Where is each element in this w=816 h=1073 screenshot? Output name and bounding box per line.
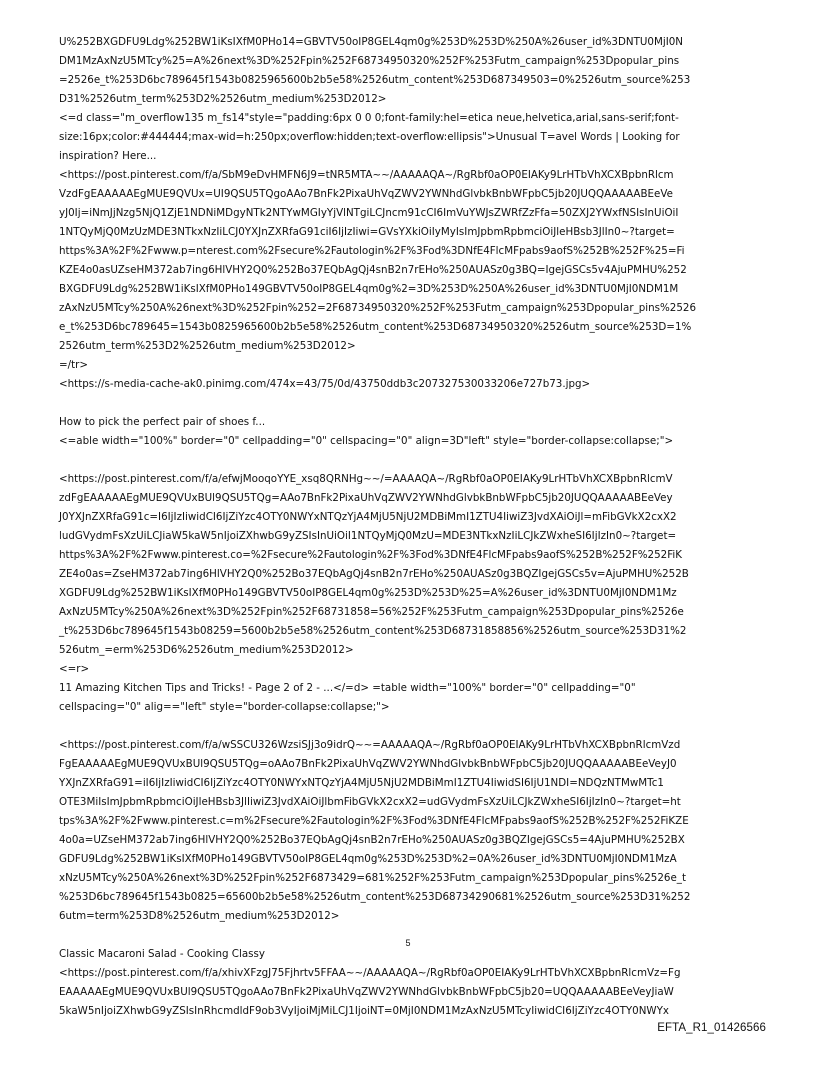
body-line: 526utm_=erm%253D6%2526utm_medium%253D2012> xyxy=(59,644,354,656)
body-line: U%252BXGDFU9Ldg%252BW1iKsIXfM0PHo14=GBVTV50oIP8GEL4qm0g%253D%253D%250A%26user_id%3DNTU0MjI0N xyxy=(59,36,684,48)
body-line: 11 Amazing Kitchen Tips and Tricks! - Page 2 of 2 - ...</=d> =table width="100%" border="0" cellpadding="0" xyxy=(59,682,636,694)
body-line: <https://post.pinterest.com/f/a/SbM9eDvHMFN6J9=tNR5MTA~~/AAAAAQA~/RgRbf0aOP0EIAKy9LrHTbVhXCXBpbnRlcm xyxy=(59,169,674,181)
body-line: <https://post.pinterest.com/f/a/xhivXFzgJ75Fjhrtv5FFAA~~/AAAAAQA~/RgRbf0aOP0EIAKy9LrHTbVhXCXBpbnRlcmVz=Fg xyxy=(59,967,681,979)
body-line: %253D6bc789645f1543b0825=65600b2b5e58%2526utm_content%253D68734290681%2526utm_source%253D31%252 xyxy=(59,891,691,903)
body-line: 5kaW5nIjoiZXhwbG9yZSIsInRhcmdldF9ob3VyIjoiMjMiLCJ1IjoiNT=0MjI0NDM1MzAxNzU5MTcyIiwidCI6IjZiYzc4OTY0NWYx xyxy=(59,1005,669,1017)
body-line: <=r> xyxy=(59,663,90,675)
body-line: OTE3MiIsImJpbmRpbmciOiJleHBsb3JlIiwiZ3JvdXAiOiJlbmFibGVkX2cxX2=udGVydmFsXzUiLCJkZWxheSI6IjIzIn0~?target=ht xyxy=(59,796,681,808)
body-line: XGDFU9Ldg%252BW1iKsIXfM0PHo149GBVTV50oIP8GEL4qm0g%253D%253D%25=A%26user_id%3DNTU0MjI0NDM1Mz xyxy=(59,587,677,599)
body-line: xNzU5MTcy%250A%26next%3D%252Fpin%252F6873429=681%252F%253Futm_campaign%253Dpopular_pins%2526e_t xyxy=(59,872,686,884)
body-line: zdFgEAAAAAEgMUE9QVUxBUl9QSU5TQg=AAo7BnFk2PixaUhVqZWV2YWNhdGlvbkBnbWFpbC5jb20JUQQAAAAABEeVey xyxy=(59,492,673,504)
document-id: EFTA_R1_01426566 xyxy=(657,1022,766,1034)
body-line: How to pick the perfect pair of shoes f... xyxy=(59,416,266,428)
page-number: 5 xyxy=(405,938,411,948)
body-line: 6utm=term%253D8%2526utm_medium%253D2012> xyxy=(59,910,340,922)
blank-line xyxy=(59,717,773,736)
body-line: DM1MzAxNzU5MTcy%25=A%26next%3D%252Fpin%252F68734950320%252F%253Futm_campaign%253Dpopular_pins xyxy=(59,55,680,67)
blank-line xyxy=(59,394,773,413)
body-line: ZE4o0as=ZseHM372ab7ing6HlVHY2Q0%252Bo37EQbAgQj4snB2n7rEHo%250AUASz0g3BQZIgejGSCs5v=AjuPMHU%252B xyxy=(59,568,689,580)
body-line: D31%2526utm_term%253D2%2526utm_medium%253D2012> xyxy=(59,93,387,105)
body-line: FgEAAAAAEgMUE9QVUxBUl9QSU5TQg=oAAo7BnFk2PixaUhVqZWV2YWNhdGlvbkBnbWFpbC5jb20JUQQAAAAABEeVeyJ0 xyxy=(59,758,677,770)
body-line: GDFU9Ldg%252BW1iKsIXfM0PHo149GBVTV50oIP8GEL4qm0g%253D%253D%2=0A%26user_id%3DNTU0MjI0NDM1MzA xyxy=(59,853,677,865)
body-line: <https://post.pinterest.com/f/a/wSSCU326WzsiSJj3o9idrQ~~=AAAAAQA~/RgRbf0aOP0EIAKy9LrHTbVhXCXBpbnRlcmVzd xyxy=(59,739,681,751)
body-line: BXGDFU9Ldg%252BW1iKsIXfM0PHo149GBVTV50oIP8GEL4qm0g%2=3D%253D%250A%26user_id%3DNTU0MjI0NDM1M xyxy=(59,283,679,295)
body-line: 1NTQyMjQ0MzUzMDE3NTkxNzIiLCJ0YXJnZXRfaG91ciI6IjIzIiwi=GVsYXkiOiIyMyIsImJpbmRpbmciOiJleHBsb3JlIn0~?target= xyxy=(59,226,675,238)
body-line: 2526utm_term%253D2%2526utm_medium%253D2012> xyxy=(59,340,356,352)
body-line: <https://s-media-cache-ak0.pinimg.com/474x=43/75/0d/43750ddb3c207327530033206e727b73.jpg> xyxy=(59,378,591,390)
body-line: =2526e_t%253D6bc789645f1543b0825965600b2b5e58%2526utm_content%253D687349503=0%2526utm_source%253 xyxy=(59,74,691,86)
body-line: KZE4o0asUZseHM372ab7ing6HlVHY2Q0%252Bo37EQbAgQj4snB2n7rEHo%250AUASz0g3BQ=IgejGSCs5v4AjuPMHU%252 xyxy=(59,264,687,276)
body-line: https%3A%2F%2Fwww.p=nterest.com%2Fsecure%2Fautologin%2F%3Fod%3DNfE4FlcMFpabs9aofS%252B%252F%25=Fi xyxy=(59,245,685,257)
body-line: _t%253D6bc789645f1543b08259=5600b2b5e58%2526utm_content%253D68731858856%2526utm_source%253D31%2 xyxy=(59,625,687,637)
body-line: inspiration? Here... xyxy=(59,150,157,162)
body-line: size:16px;color:#444444;max-wid=h:250px;overflow:hidden;text-overflow:ellipsis">Unusual T=avel Words | Looking for xyxy=(59,131,680,143)
body-line: 4o0a=UZseHM372ab7ing6HlVHY2Q0%252Bo37EQbAgQj4snB2n7rEHo%250AUASz0g3BQZIgejGSCs5=4AjuPMHU%252BX xyxy=(59,834,685,846)
body-line: VzdFgEAAAAAEgMUE9QVUx=UI9QSU5TQgoAAo7BnFk2PixaUhVqZWV2YWNhdGlvbkBnbWFpbC5jb20JUQQAAAAABEeVe xyxy=(59,188,673,200)
body-line: https%3A%2F%2Fwww.pinterest.co=%2Fsecure%2Fautologin%2F%3Fod%3DNfE4FlcMFpabs9aofS%252B%252F%252FiK xyxy=(59,549,682,561)
body-line: zAxNzU5MTcy%250A%26next%3D%252Fpin%252=2F68734950320%252F%253Futm_campaign%253Dpopular_pins%2526 xyxy=(59,302,697,314)
body-line: YXJnZXRfaG91=iI6IjIzIiwidCI6IjZiYzc4OTY0NWYxNTQzYjA4MjU5NjU2MDBiMmI1ZTU4IiwidSI6IjU1NDI=NDQzNTMwMTc1 xyxy=(59,777,664,789)
body-line: <=d class="m_overflow135 m_fs14"style="padding:6px 0 0 0;font-family:hel=etica neue,helvetica,arial,sans-serif;font- xyxy=(59,112,679,124)
body-line: Classic Macaroni Salad - Cooking Classy xyxy=(59,948,265,960)
body-line: yJ0Ij=iNmJjNzg5NjQ1ZjE1NDNiMDgyNTk2NTYwMGIyYjVlNTgiLCJncm91cCI6ImVuYWJsZWRfZzFfa=50ZXJ2YWxfNSIsInUiOiI xyxy=(59,207,679,219)
blank-line xyxy=(59,451,773,470)
body-line: ludGVydmFsXzUiLCJiaW5kaW5nIjoiZXhwbG9yZSIsInUiOiI1NTQyMjQ0MzU=MDE3NTkxNzIiLCJkZWxheSI6IjIzIn0~?target= xyxy=(59,530,677,542)
body-line: =/tr> xyxy=(59,359,88,371)
email-body xyxy=(59,33,773,1021)
body-line: AxNzU5MTcy%250A%26next%3D%252Fpin%252F68731858=56%252F%253Futm_campaign%253Dpopular_pins%2526e xyxy=(59,606,684,618)
body-line: <=able width="100%" border="0" cellpadding="0" cellspacing="0" align=3D"left" style="border-collapse:collapse;"> xyxy=(59,435,674,447)
body-line: tps%3A%2F%2Fwww.pinterest.c=m%2Fsecure%2Fautologin%2F%3Fod%3DNfE4FlcMFpabs9aofS%252B%252F%252FiKZE xyxy=(59,815,689,827)
body-line: J0YXJnZXRfaG91c=I6IjIzIiwidCI6IjZiYzc4OTY0NWYxNTQzYjA4MjU5NjU2MDBiMmI1ZTU4IiwiZ3JvdXAiOiJl=mFibGVkX2cxX2 xyxy=(59,511,677,523)
body-line: e_t%253D6bc789645=1543b0825965600b2b5e58%2526utm_content%253D68734950320%2526utm_source%253D=1% xyxy=(59,321,692,333)
body-line: EAAAAAEgMUE9QVUxBUl9QSU5TQgoAAo7BnFk2PixaUhVqZWV2YWNhdGlvbkBnbWFpbC5jb20=UQQAAAAABEeVeyJiaW xyxy=(59,986,674,998)
body-line: <https://post.pinterest.com/f/a/efwjMooqoYYE_xsq8QRNHg~~/=AAAAQA~/RgRbf0aOP0EIAKy9LrHTbVhXCXBpbnRlcmV xyxy=(59,473,673,485)
body-line: cellspacing="0" alig=="left" style="border-collapse:collapse;"> xyxy=(59,701,390,713)
